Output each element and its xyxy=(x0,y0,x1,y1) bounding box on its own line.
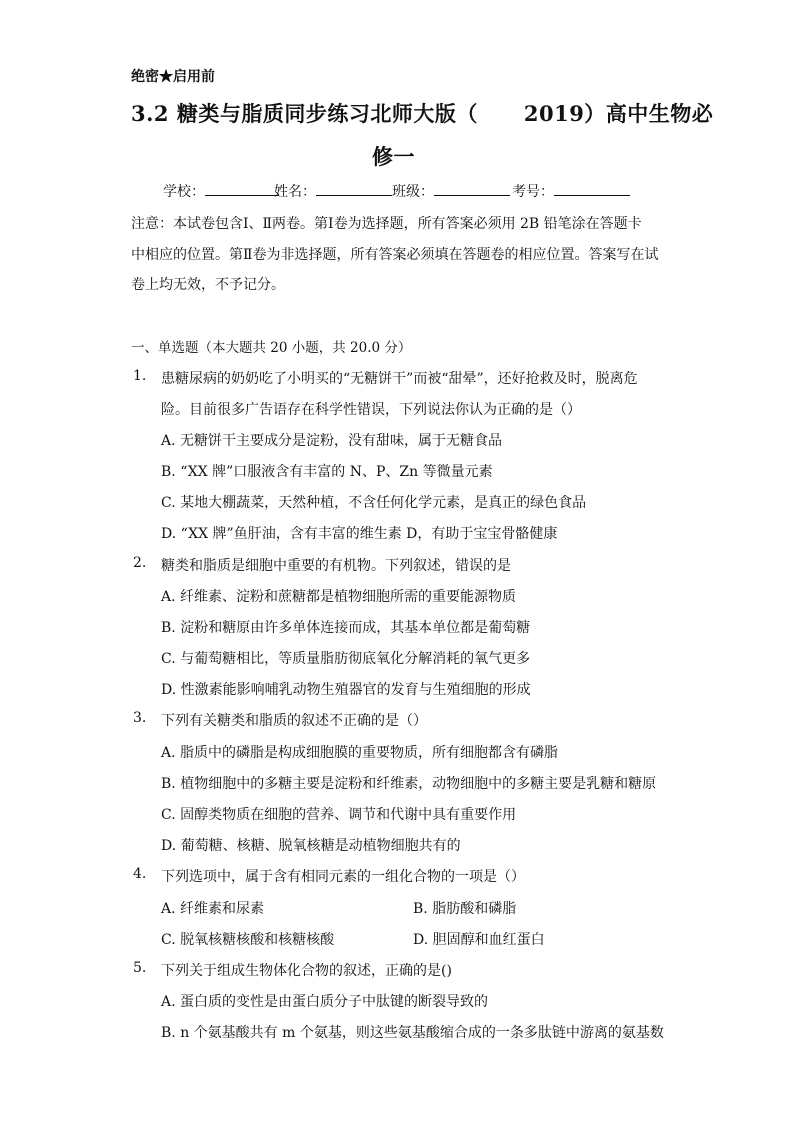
question-number: 1. xyxy=(133,368,147,384)
id-field xyxy=(512,181,630,201)
class-blank[interactable] xyxy=(434,182,510,196)
option-d[interactable]: D. 胆固醇和血红蛋白 xyxy=(413,932,545,948)
school-blank[interactable] xyxy=(205,182,279,196)
option-b[interactable]: B. “XX 牌”口服液含有丰富的 N、P、Zn 等微量元素 xyxy=(161,464,493,480)
question-stem: 糖类和脂质是细胞中重要的有机物。下列叙述，错误的是 xyxy=(161,558,511,574)
question-number: 5. xyxy=(133,960,147,976)
option-a[interactable]: A. 无糖饼干主要成分是淀粉，没有甜味，属于无糖食品 xyxy=(161,433,503,449)
document-title-line2: 修一 xyxy=(372,144,415,169)
option-c[interactable]: C. 脱氧核糖核酸和核糖核酸 xyxy=(161,932,335,948)
notice-line1: 注意：本试卷包含Ⅰ、Ⅱ两卷。第Ⅰ卷为选择题，所有答案必须用 2B 铅笔涂在答题卡 xyxy=(131,216,642,232)
option-c[interactable]: C. 某地大棚蔬菜，天然种植，不含任何化学元素，是真正的绿色食品 xyxy=(161,495,587,511)
question-stem: 患糖尿病的奶奶吃了小明买的“无糖饼干”而被“甜晕”，还好抢救及时，脱离危 xyxy=(161,371,638,387)
option-c[interactable]: C. 固醇类物质在细胞的营养、调节和代谢中具有重要作用 xyxy=(161,807,517,823)
name-field xyxy=(274,181,392,201)
option-a[interactable]: A. 纤维素和尿素 xyxy=(161,901,265,917)
title-year: 2019）高中生物必 xyxy=(523,101,714,126)
school-label: 学校： xyxy=(163,184,205,200)
name-blank[interactable] xyxy=(316,182,392,196)
option-b[interactable]: B. 植物细胞中的多糖主要是淀粉和纤维素，动物细胞中的多糖主要是乳糖和糖原 xyxy=(161,776,657,792)
notice-line2: 中相应的位置。第Ⅱ卷为非选择题，所有答案必须填在答题卷的相应位置。答案写在试 xyxy=(131,247,659,263)
question-number: 4. xyxy=(133,866,147,882)
option-b[interactable]: B. 淀粉和糖原由许多单体连接而成，其基本单位都是葡萄糖 xyxy=(161,620,531,636)
option-c[interactable]: C. 与葡萄糖相比，等质量脂肪彻底氧化分解消耗的氧气更多 xyxy=(161,651,531,667)
question-stem: 下列选项中，属于含有相同元素的一组化合物的一项是（） xyxy=(161,869,525,885)
option-d[interactable]: D. 性激素能影响哺乳动物生殖器官的发育与生殖细胞的形成 xyxy=(161,682,531,698)
question-stem: 下列关于组成生物体化合物的叙述，正确的是() xyxy=(161,963,452,979)
school-field xyxy=(163,181,279,201)
id-blank[interactable] xyxy=(554,182,630,196)
option-a[interactable]: A. 脂质中的磷脂是构成细胞膜的重要物质，所有细胞都含有磷脂 xyxy=(161,745,559,761)
notice-line3: 卷上均无效，不予记分。 xyxy=(131,277,285,293)
question-number: 2. xyxy=(133,555,147,571)
class-label: 班级： xyxy=(392,184,434,200)
option-b[interactable]: B. 脂肪酸和磷脂 xyxy=(413,901,517,917)
question-number: 3. xyxy=(133,710,147,726)
option-d[interactable]: D. 葡萄糖、核糖、脱氧核糖是动植物细胞共有的 xyxy=(161,838,461,854)
option-a[interactable]: A. 蛋白质的变性是由蛋白质分子中肽键的断裂导致的 xyxy=(161,994,489,1010)
option-b[interactable]: B. n 个氨基酸共有 m 个氨基，则这些氨基酸缩合成的一条多肽链中游离的氨基数 xyxy=(161,1025,664,1041)
class-field xyxy=(392,181,510,201)
title-main: 3.2 糖类与脂质同步练习北师大版（ xyxy=(131,101,478,126)
confidential-mark: 绝密★启用前 xyxy=(131,69,215,85)
question-stem: 下列有关糖类和脂质的叙述不正确的是（） xyxy=(161,713,427,729)
document-title-line1 xyxy=(131,98,713,128)
option-a[interactable]: A. 纤维素、淀粉和蔗糖都是植物细胞所需的重要能源物质 xyxy=(161,589,517,605)
name-label: 姓名： xyxy=(274,184,316,200)
question-stem-continued: 险。目前很多广告语存在科学性错误，下列说法你认为正确的是（） xyxy=(161,402,581,418)
section-heading: 一、单选题（本大题共 20 小题，共 20.0 分） xyxy=(131,340,412,356)
option-d[interactable]: D. “XX 牌”鱼肝油，含有丰富的维生素 D，有助于宝宝骨骼健康 xyxy=(161,526,558,542)
id-label: 考号： xyxy=(512,184,554,200)
